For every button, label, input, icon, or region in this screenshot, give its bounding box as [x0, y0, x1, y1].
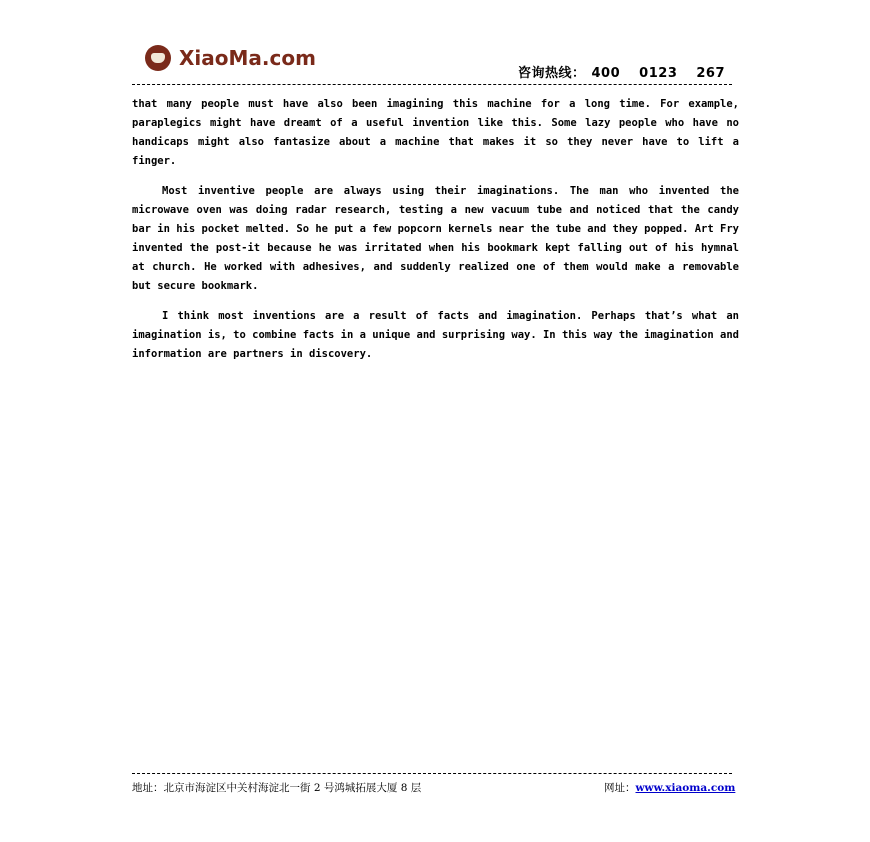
hotline: [518, 62, 725, 81]
paragraph-1: that many people must have also been imagining this machine for a long time. For example, paraplegics might have dreamt of a useful invention like this. Some lazy people who have no handicaps might also fantasize about a machine that makes it so they never have to lift a finger.: [132, 98, 739, 167]
hotline-number: 400 0123 267: [591, 66, 726, 81]
article-body: [132, 95, 739, 375]
logo-text: XiaoMa.com: [179, 46, 316, 70]
website-label: 网址：: [604, 782, 636, 794]
paragraph-2: Most inventive people are always using their imaginations. The man who invented the microwave oven was doing radar research, testing a new vacuum tube and noticed that the candy bar in his pocket melted. So he put a few popcorn kernels near the tube and they popped. Art Fry invented the post-it because he was irritated when his bookmark kept falling out of his hymnal at church. He worked with adhesives, and suddenly realized one of them would make a removable but secure bookmark.: [132, 185, 739, 292]
site-logo: [145, 44, 316, 72]
paragraph-3: I think most inventions are a result of facts and imagination. Perhaps that’s what an imagination is, to combine facts in a unique and surprising way. In this way the imagination and information are partners in discovery.: [132, 310, 739, 360]
hotline-label: 咨询热线：: [518, 66, 586, 81]
website-link[interactable]: www.xiaoma.com: [635, 782, 736, 794]
footer-divider: [132, 773, 732, 774]
footer-website: [604, 780, 735, 795]
horse-logo-icon: [145, 45, 171, 71]
footer-address: 地址：北京市海淀区中关村海淀北一街 2 号鸿城拓展大厦 8 层: [132, 782, 422, 794]
header-divider: [132, 84, 732, 85]
